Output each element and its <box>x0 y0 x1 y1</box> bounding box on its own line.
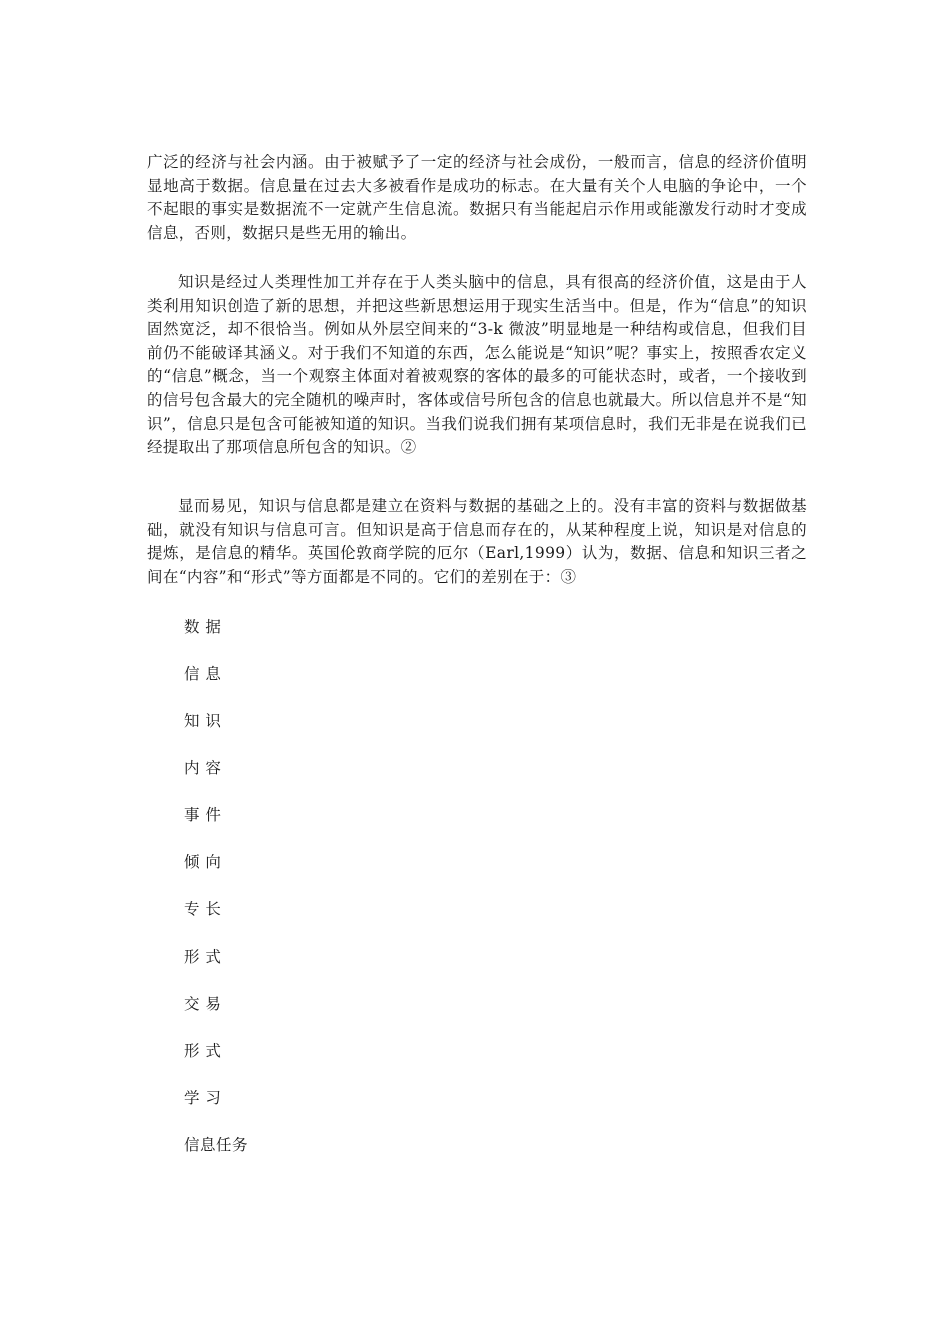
list-item-knowledge: 知 识 <box>184 712 222 730</box>
paragraph-knowledge-vs-information: 显而易见，知识与信息都是建立在资料与数据的基础之上的。没有丰富的资料与数据做基础，就没有知识与信息可言。但知识是高于信息而存在的，从某种程度上说，知识是对信息的提炼，是信息的精华。英国伦敦商学院的厄尔（Earl,1999）认为，数据、信息和知识三者之间在“内容”和“形式”等方面都是不同的。它们的差别在于：③ <box>147 497 807 586</box>
paragraph-economic-content: 广泛的经济与社会内涵。由于被赋予了一定的经济与社会成份，一般而言，信息的经济价值明显地高于数据。信息量在过去大多被看作是成功的标志。在大量有关个人电脑的争论中，一个不起眼的事实是数据流不一定就产生信息流。数据只有当能起启示作用或能激发行动时才变成信息，否则，数据只是些无用的输出。 <box>147 153 807 242</box>
list-item-information: 信 息 <box>184 665 222 683</box>
list-item-form-2: 形 式 <box>184 1042 222 1060</box>
list-item-form: 形 式 <box>184 948 222 966</box>
list-item-data: 数 据 <box>184 618 222 636</box>
list-item-content: 内 容 <box>184 759 222 777</box>
list-item-information-task: 信息任务 <box>184 1136 249 1154</box>
list-item-expertise: 专 长 <box>184 900 222 918</box>
list-item-event: 事 件 <box>184 806 222 824</box>
list-item-tendency: 倾 向 <box>184 853 222 871</box>
paragraph-knowledge-definition: 知识是经过人类理性加工并存在于人类头脑中的信息，具有很高的经济价值，这是由于人类利用知识创造了新的思想，并把这些新思想运用于现实生活当中。但是，作为“信息”的知识固然宽泛，却不很恰当。例如从外层空间来的“3-k 微波”明显地是一种结构或信息，但我们目前仍不能破译其涵义。对于我们不知道的东西，怎么能说是“知识”呢？事实上，按照香农定义的“信息”概念，当一个观察主体面对着被观察的客体的最多的可能状态时，或者，一个接收到的信号包含最大的完全随机的噪声时，客体或信号所包含的信息也就最大。所以信息并不是“知识”，信息只是包含可能被知道的知识。当我们说我们拥有某项信息时，我们无非是在说我们已经提取出了那项信息所包含的知识。② <box>147 273 807 457</box>
list-item-transaction: 交 易 <box>184 995 222 1013</box>
list-item-learning: 学 习 <box>184 1089 222 1107</box>
